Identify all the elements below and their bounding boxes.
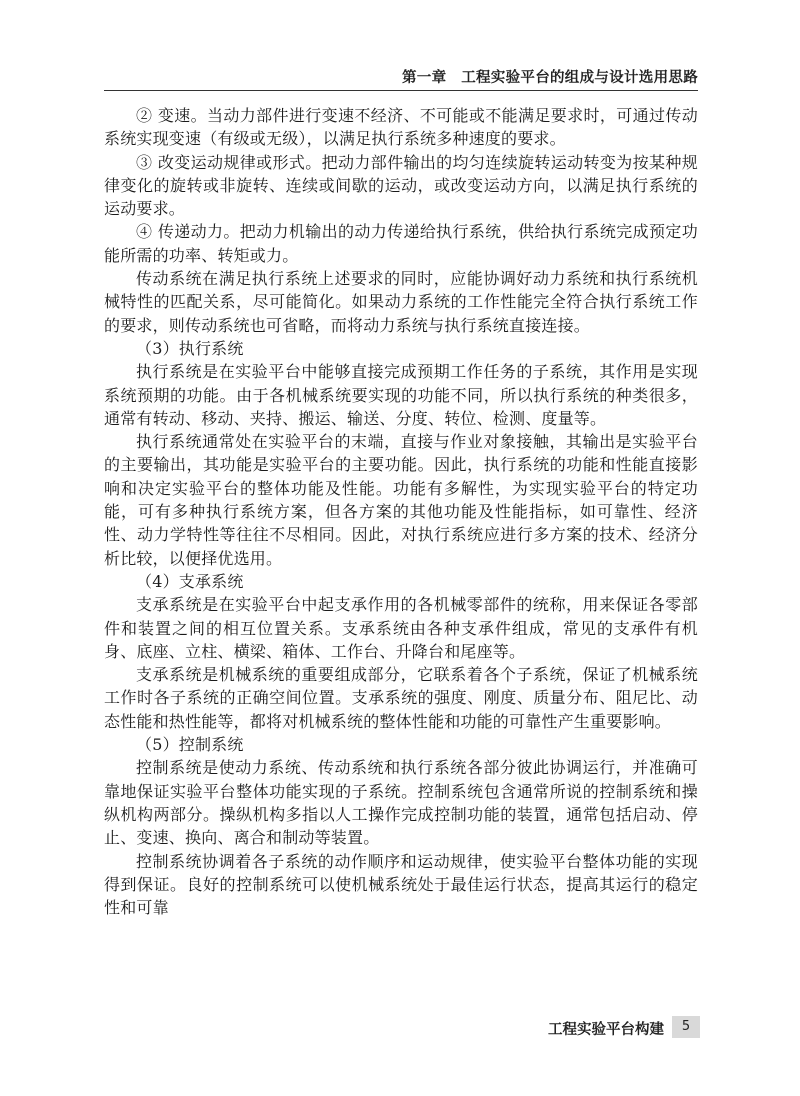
section-heading-support-system: （4）支承系统 xyxy=(136,571,244,591)
paragraph-transmit-power: ④ 传递动力。把动力机输出的动力传递给执行系统，供给执行系统完成预定功能所需的功率、转矩或力。 xyxy=(104,222,698,265)
paragraph-transmission-summary: 传动系统在满足执行系统上述要求的同时，应能协调好动力系统和执行系统机械特性的匹配关系，尽可能简化。如果动力系统的工作性能完全符合执行系统工作的要求，则传动系统也可省略，而将动力系统与执行系统直接连接。 xyxy=(104,269,698,335)
paragraph-support-role: 支承系统是机械系统的重要组成部分，它联系着各个子系统，保证了机械系统工作时各子系统的正确空间位置。支承系统的强度、刚度、质量分布、阻尼比、动态性能和热性能等，都将对机械系统的整体性能和功能的可靠性产生重要影响。 xyxy=(104,665,698,731)
body-text xyxy=(104,104,698,919)
paragraph-change-motion: ③ 改变运动规律或形式。把动力部件输出的均匀连续旋转运动转变为按某种规律变化的旋转或非旋转、连续或间歇的运动，或改变运动方向，以满足执行系统的运动要求。 xyxy=(104,152,698,219)
paragraph-control-role: 控制系统协调着各子系统的动作顺序和运动规律，使实验平台整体功能的实现得到保证。良好的控制系统可以使机械系统处于最佳运行状态，提高其运行的稳定性和可靠 xyxy=(104,851,698,918)
chapter-title: 第一章 工程实验平台的组成与设计选用思路 xyxy=(402,70,698,86)
running-footer xyxy=(104,1016,700,1040)
paragraph-support-definition: 支承系统是在实验平台中起支承作用的各机械零部件的统称，用来保证各零部件和装置之间的相互位置关系。支承系统由各种支承件组成，常见的支承件有机身、底座、立柱、横梁、箱体、工作台、升降台和尾座等。 xyxy=(104,595,698,661)
paragraph-execution-role: 执行系统通常处在实验平台的末端，直接与作业对象接触，其输出是实验平台的主要输出，其功能是实验平台的主要功能。因此，执行系统的功能和性能直接影响和决定实验平台的整体功能及性能。功能有多解性，为实现实验平台的特定功能，可有多种执行系统方案，但各方案的其他功能及性能指标，如可靠性、经济性、动力学特性等往往不尽相同。因此，对执行系统应进行多方案的技术、经济分析比较，以便择优选用。 xyxy=(104,432,698,568)
section-heading-control-system: （5）控制系统 xyxy=(136,735,244,755)
page-number: 5 xyxy=(672,1016,700,1038)
paragraph-shift-speed: ② 变速。当动力部件进行变速不经济、不可能或不能满足要求时，可通过传动系统实现变速（有级或无级），以满足执行系统多种速度的要求。 xyxy=(104,106,698,149)
paragraph-execution-definition: 执行系统是在实验平台中能够直接完成预期工作任务的子系统，其作用是实现系统预期的功能。由于各机械系统要实现的功能不同，所以执行系统的种类很多，通常有转动、移动、夹持、搬运、输送、分度、转位、检测、度量等。 xyxy=(104,362,698,428)
book-title: 工程实验平台构建 xyxy=(548,1022,664,1038)
section-heading-execution-system: （3）执行系统 xyxy=(136,338,244,358)
paragraph-control-definition: 控制系统是使动力系统、传动系统和执行系统各部分彼此协调运行，并准确可靠地保证实验平台整体功能实现的子系统。控制系统包含通常所说的控制系统和操纵机构两部分。操纵机构多指以人工操作完成控制功能的装置，通常包括启动、停止、变速、换向、离合和制动等装置。 xyxy=(104,758,698,848)
running-header xyxy=(104,60,698,91)
